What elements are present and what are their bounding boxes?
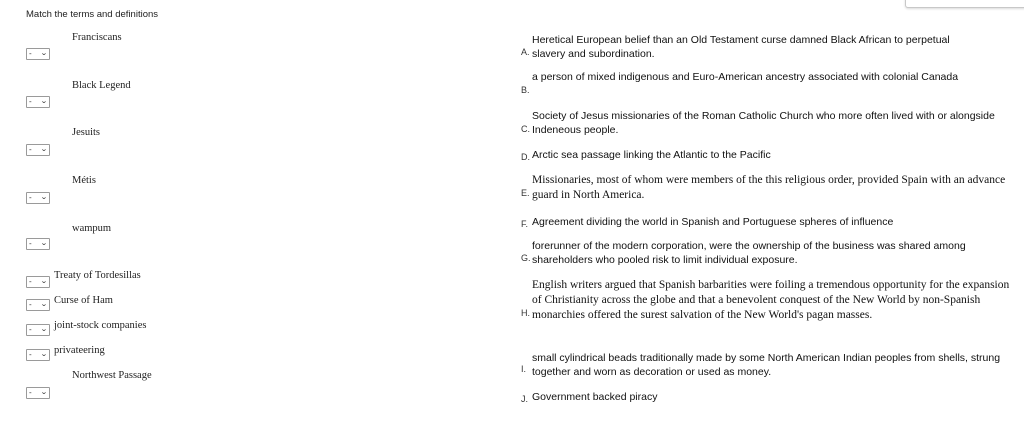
definition-letter: I. (521, 364, 527, 374)
definition-text: Society of Jesus missionaries of the Roman Catholic Church who more often lived with or alongside Indeneous people. (532, 110, 995, 136)
definition-letter: B. (521, 85, 530, 95)
page-title: Match the terms and definitions (26, 9, 159, 20)
term-jesuits: Jesuits (72, 127, 101, 138)
definition-text: a person of mixed indigenous and Euro-American ancestry associated with colonial Canada (532, 71, 959, 83)
definition-text: Missionaries, most of whom were members of the this religious order, provided Spain with an advance guard in North America. (532, 174, 1006, 201)
match-select-treaty-of-tordesillas[interactable]: - ⌄ (26, 276, 50, 288)
definition-text: English writers argued that Spanish barbarities were foiling a tremendous opportunity for the expansion of Christianity across the globe and that a benevolent conquest of the New World by non-Spanish monarchies offered the surest salvation of the New World's pagan masses. (532, 279, 1010, 321)
term-franciscans: Franciscans (72, 32, 122, 43)
match-select-curse-of-ham[interactable]: - ⌄ (26, 299, 50, 311)
match-select-wampum[interactable]: - ⌄ (26, 238, 50, 250)
term-treaty-of-tordesillas: Treaty of Tordesillas (54, 270, 141, 281)
term-wampum: wampum (72, 223, 112, 234)
definition-text: Agreement dividing the world in Spanish and Portuguese spheres of influence (532, 216, 894, 228)
match-select-jesuits[interactable]: - ⌄ (26, 144, 50, 156)
match-select-joint-stock-companies[interactable]: - ⌄ (26, 324, 50, 336)
definition-letter: J. (521, 394, 529, 404)
chevron-down-icon: ⌄ (40, 278, 48, 285)
chevron-down-icon: ⌄ (40, 50, 48, 57)
definition-text: Arctic sea passage linking the Atlantic to the Pacific (532, 149, 771, 161)
term-northwest-passage: Northwest Passage (72, 370, 152, 381)
chevron-down-icon: ⌄ (40, 194, 48, 201)
definition-letter: E. (521, 188, 530, 198)
definition-text: forerunner of the modern corporation, were the ownership of the business was shared among shareholders who pooled risk to limit individual exposure. (532, 240, 966, 266)
chevron-down-icon: ⌄ (40, 146, 48, 153)
term-black-legend: Black Legend (72, 80, 131, 91)
chevron-down-icon: ⌄ (40, 326, 48, 333)
definition-text: Government backed piracy (532, 391, 658, 403)
match-select-franciscans[interactable]: - ⌄ (26, 48, 50, 60)
chevron-down-icon: ⌄ (40, 389, 48, 396)
chevron-down-icon: ⌄ (40, 351, 48, 358)
term-curse-of-ham: Curse of Ham (54, 295, 113, 306)
term-privateering: privateering (54, 345, 105, 356)
definition-letter: C. (521, 124, 530, 134)
match-select-metis[interactable]: - ⌄ (26, 192, 50, 204)
chevron-down-icon: ⌄ (40, 301, 48, 308)
match-select-northwest-passage[interactable]: - ⌄ (26, 387, 50, 399)
match-select-privateering[interactable]: - ⌄ (26, 349, 50, 361)
definition-letter: H. (521, 308, 530, 318)
definition-text: Heretical European belief than an Old Testament curse damned Black African to perpetual slavery and subordination. (532, 34, 950, 60)
definition-letter: A. (521, 47, 530, 57)
top-panel-edge (905, 0, 1024, 8)
definition-text: small cylindrical beads traditionally made by some North American Indian peoples from shells, strung together and worn as decoration or used as money. (532, 352, 1001, 378)
chevron-down-icon: ⌄ (40, 240, 48, 247)
match-select-black-legend[interactable]: - ⌄ (26, 96, 50, 108)
term-metis: Métis (72, 175, 96, 186)
definition-letter: G. (521, 253, 531, 263)
chevron-down-icon: ⌄ (40, 98, 48, 105)
definition-letter: D. (521, 152, 530, 162)
term-joint-stock-companies: joint-stock companies (54, 320, 147, 331)
definition-letter: F. (521, 219, 529, 229)
